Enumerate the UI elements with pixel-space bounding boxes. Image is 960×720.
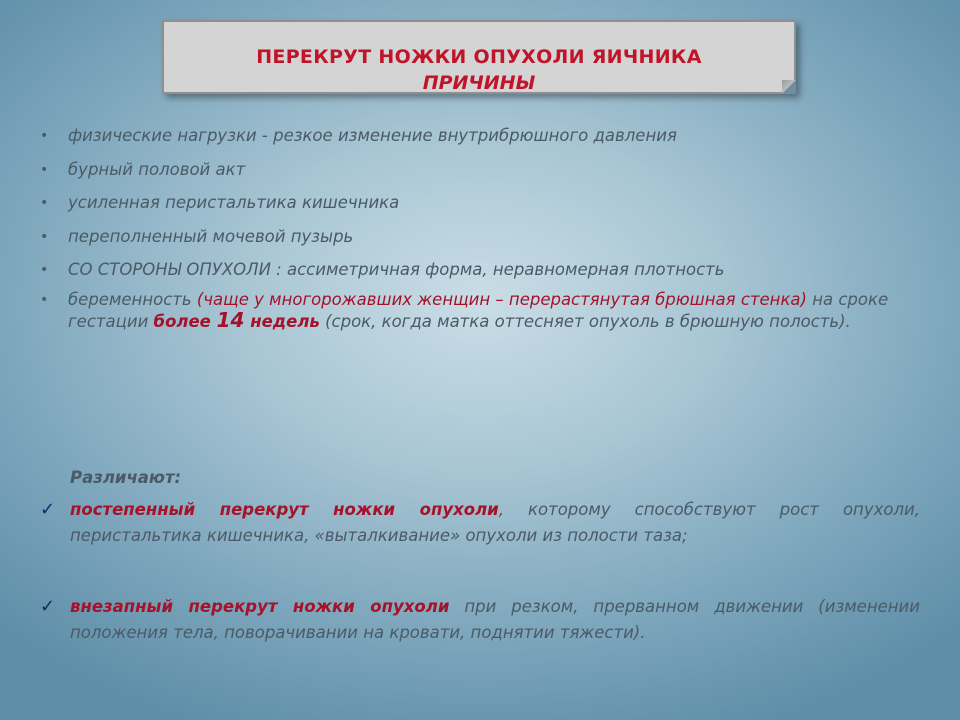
slide-subtitle: ПРИЧИНЫ — [422, 72, 536, 94]
torsion-type-name: внезапный перекрут ножки опухоли — [70, 597, 450, 616]
list-item-text: переполненный мочевой пузырь — [68, 226, 354, 246]
checkmark-icon: ✓ — [40, 499, 56, 520]
torsion-type-name: постепенный перекрут ножки опухоли — [70, 500, 499, 519]
list-item-text: бурный половой акт — [68, 159, 246, 179]
list-item — [40, 126, 920, 146]
torsion-type-sudden — [40, 594, 920, 646]
list-item — [40, 193, 920, 213]
bullet-icon: • — [40, 128, 49, 144]
list-item-text: физические нагрузки - резкое изменение внутрибрюшного давления — [68, 126, 677, 145]
distinguish-label: Различают: — [70, 468, 182, 487]
bullet-icon: • — [40, 228, 49, 245]
torsion-type-description: , которому способствуют рост опухоли, перистальтика кишечника, «выталкивание» опухоли из полости таза; — [70, 500, 920, 545]
causes-list — [40, 126, 920, 332]
bullet-icon: • — [40, 161, 49, 178]
torsion-type-gradual — [40, 497, 920, 549]
bullet-icon: • — [40, 291, 49, 308]
gestation-threshold-suffix: недель — [244, 311, 320, 331]
list-item-text: СО СТОРОНЫ ОПУХОЛИ : ассиметричная форма, неравномерная плотность — [68, 260, 725, 279]
torsion-type-text — [70, 594, 920, 646]
causes-list-container — [40, 126, 920, 345]
gestation-threshold-prefix: более — [153, 311, 217, 331]
bullet-icon: • — [40, 262, 49, 278]
checkmark-icon: ✓ — [40, 596, 56, 617]
list-item-text: усиленная перистальтика кишечника — [68, 193, 400, 212]
list-item-pregnancy — [40, 290, 920, 332]
title-box — [162, 20, 796, 94]
list-item — [40, 227, 920, 247]
pregnancy-mid: на сроке гестации — [68, 289, 889, 331]
pregnancy-end: (срок, когда матка оттесняет опухоль в брюшную полость). — [319, 311, 851, 331]
gestation-weeks-number: 14 — [216, 307, 245, 332]
bullet-icon: • — [40, 195, 49, 211]
page-curl-decoration — [782, 80, 796, 94]
torsion-type-description: при резком, прерванном движении (изменении положения тела, поворачивании на кровати, поднятии тяжести). — [70, 597, 920, 642]
slide-title: ПЕРЕКРУТ НОЖКИ ОПУХОЛИ ЯИЧНИКА — [256, 46, 702, 68]
torsion-type-text — [70, 497, 920, 549]
pregnancy-start: беременность — [68, 289, 197, 309]
pregnancy-note: (чаще у многорожавших женщин – перерастянутая брюшная стенка) — [196, 289, 807, 309]
list-item — [40, 260, 920, 280]
list-item — [40, 160, 920, 180]
